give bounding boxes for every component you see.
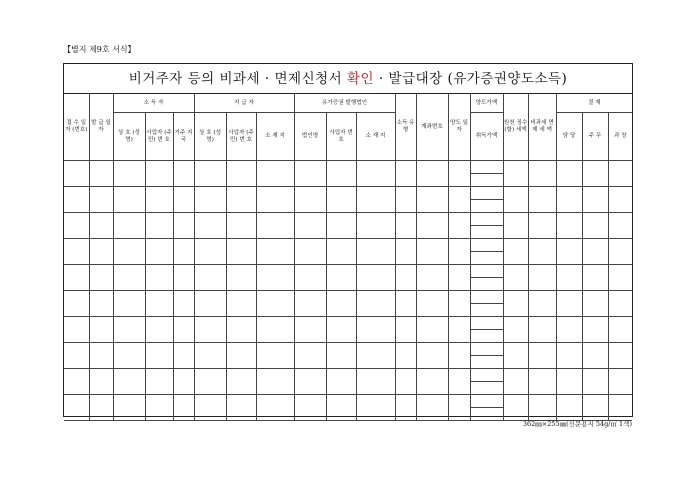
header-payer-address: 소 재 지 <box>256 113 294 161</box>
ledger-cell[interactable] <box>528 343 556 369</box>
ledger-cell[interactable] <box>528 265 556 291</box>
ledger-cell[interactable] <box>294 317 326 343</box>
ledger-cell[interactable] <box>145 317 173 343</box>
ledger-cell[interactable] <box>64 265 89 291</box>
header-issuer-name: 법인명 <box>294 113 326 161</box>
ledger-cell[interactable] <box>226 343 256 369</box>
ledger-row <box>64 161 632 174</box>
ledger-cell[interactable] <box>194 317 226 343</box>
title-highlight: 확인 <box>347 71 375 87</box>
ledger-cell[interactable] <box>503 291 528 317</box>
ledger-cell[interactable] <box>582 395 608 421</box>
ledger-cell[interactable] <box>356 291 395 317</box>
ledger-row <box>64 239 632 252</box>
ledger-cell-acquisition[interactable] <box>470 408 503 421</box>
header-issuer-address: 소 재 지 <box>356 113 395 161</box>
ledger-cell[interactable] <box>326 395 356 421</box>
ledger-cell[interactable] <box>256 187 294 213</box>
ledger-cell[interactable] <box>145 395 173 421</box>
ledger-cell[interactable] <box>608 239 632 265</box>
ledger-cell[interactable] <box>608 213 632 239</box>
ledger-cell[interactable] <box>256 317 294 343</box>
header-withholding-tax: 원천 징수 (할) 세액 <box>503 94 528 161</box>
ledger-cell[interactable] <box>608 343 632 369</box>
ledger-cell[interactable] <box>556 161 582 187</box>
ledger-cell[interactable] <box>294 161 326 187</box>
ledger-cell[interactable] <box>395 395 416 421</box>
ledger-cell[interactable] <box>113 395 145 421</box>
ledger-cell[interactable] <box>395 343 416 369</box>
ledger-cell[interactable] <box>194 291 226 317</box>
ledger-cell[interactable] <box>416 213 448 239</box>
ledger-cell[interactable] <box>326 161 356 187</box>
ledger-cell[interactable] <box>173 239 194 265</box>
ledger-cell[interactable] <box>173 265 194 291</box>
header-payer: 지 급 자 <box>194 94 294 113</box>
ledger-cell[interactable] <box>395 317 416 343</box>
ledger-cell[interactable] <box>145 213 173 239</box>
ledger-cell[interactable] <box>89 265 113 291</box>
header-earner-reg-no: 사업자 (주민) 번 호 <box>145 113 173 161</box>
ledger-cell[interactable] <box>64 317 89 343</box>
header-approval-head: 과 장 <box>608 113 632 161</box>
ledger-cell[interactable] <box>448 343 470 369</box>
ledger-cell[interactable] <box>294 213 326 239</box>
ledger-cell[interactable] <box>113 187 145 213</box>
ledger-cell[interactable] <box>326 291 356 317</box>
ledger-cell[interactable] <box>582 317 608 343</box>
ledger-cell[interactable] <box>89 343 113 369</box>
ledger-cell[interactable] <box>89 161 113 187</box>
ledger-cell[interactable] <box>528 213 556 239</box>
ledger-cell[interactable] <box>256 291 294 317</box>
ledger-cell[interactable] <box>145 187 173 213</box>
header-account-no: 계좌번호 <box>416 94 448 161</box>
ledger-cell[interactable] <box>326 239 356 265</box>
ledger-cell[interactable] <box>226 291 256 317</box>
ledger-cell[interactable] <box>294 369 326 395</box>
ledger-cell[interactable] <box>356 395 395 421</box>
ledger-cell[interactable] <box>326 213 356 239</box>
ledger-cell[interactable] <box>503 213 528 239</box>
ledger-cell[interactable] <box>113 239 145 265</box>
ledger-cell[interactable] <box>608 369 632 395</box>
ledger-cell[interactable] <box>226 213 256 239</box>
ledger-cell[interactable] <box>503 239 528 265</box>
ledger-cell[interactable] <box>326 317 356 343</box>
ledger-form <box>63 63 633 417</box>
ledger-cell[interactable] <box>226 395 256 421</box>
ledger-cell[interactable] <box>470 187 503 200</box>
ledger-cell[interactable] <box>194 161 226 187</box>
ledger-cell[interactable] <box>89 317 113 343</box>
ledger-cell[interactable] <box>528 239 556 265</box>
ledger-cell[interactable] <box>89 395 113 421</box>
ledger-cell[interactable] <box>226 187 256 213</box>
ledger-cell[interactable] <box>556 395 582 421</box>
ledger-cell[interactable] <box>294 291 326 317</box>
ledger-cell[interactable] <box>448 369 470 395</box>
ledger-cell[interactable] <box>608 395 632 421</box>
ledger-cell[interactable] <box>528 395 556 421</box>
ledger-cell[interactable] <box>256 265 294 291</box>
ledger-cell[interactable] <box>503 265 528 291</box>
ledger-row <box>64 265 632 278</box>
ledger-cell[interactable] <box>145 291 173 317</box>
form-number-label: 【별지 제9호 서식】 <box>63 45 136 54</box>
ledger-cell[interactable] <box>113 265 145 291</box>
ledger-cell[interactable] <box>556 317 582 343</box>
header-approval-staff: 담 당 <box>556 113 582 161</box>
ledger-cell[interactable] <box>64 239 89 265</box>
ledger-cell[interactable] <box>503 369 528 395</box>
header-payer-name: 상 호 (성 명) <box>194 113 226 161</box>
header-issue-date: 발 급 일 자 <box>89 94 113 161</box>
ledger-cell[interactable] <box>416 369 448 395</box>
ledger-cell[interactable] <box>145 369 173 395</box>
ledger-cell[interactable] <box>194 187 226 213</box>
ledger-cell[interactable] <box>326 369 356 395</box>
ledger-cell[interactable] <box>395 291 416 317</box>
ledger-cell[interactable] <box>326 187 356 213</box>
ledger-row <box>64 213 632 226</box>
ledger-cell[interactable] <box>556 291 582 317</box>
header-securities-issuer: 유가증권 발행법인 <box>294 94 395 113</box>
ledger-cell[interactable] <box>194 239 226 265</box>
ledger-cell[interactable] <box>448 265 470 291</box>
ledger-cell[interactable] <box>470 317 503 330</box>
ledger-cell[interactable] <box>145 161 173 187</box>
ledger-cell[interactable] <box>416 395 448 421</box>
ledger-cell[interactable] <box>173 395 194 421</box>
ledger-cell-acquisition[interactable] <box>470 200 503 213</box>
ledger-cell[interactable] <box>608 265 632 291</box>
ledger-cell[interactable] <box>194 213 226 239</box>
ledger-cell[interactable] <box>356 239 395 265</box>
ledger-cell-acquisition[interactable] <box>470 304 503 317</box>
ledger-cell[interactable] <box>470 291 503 304</box>
ledger-cell[interactable] <box>556 239 582 265</box>
ledger-cell[interactable] <box>64 395 89 421</box>
ledger-cell[interactable] <box>470 395 503 408</box>
ledger-cell[interactable] <box>416 187 448 213</box>
ledger-cell[interactable] <box>416 343 448 369</box>
ledger-cell[interactable] <box>89 187 113 213</box>
ledger-cell[interactable] <box>503 395 528 421</box>
ledger-row <box>64 317 632 330</box>
ledger-cell[interactable] <box>503 317 528 343</box>
ledger-cell[interactable] <box>582 239 608 265</box>
ledger-cell[interactable] <box>64 291 89 317</box>
ledger-cell[interactable] <box>582 265 608 291</box>
header-receipt-date: 접 수 일 자 (번호) <box>64 94 89 161</box>
ledger-cell[interactable] <box>194 369 226 395</box>
ledger-cell[interactable] <box>145 239 173 265</box>
ledger-cell[interactable] <box>448 239 470 265</box>
ledger-cell[interactable] <box>503 161 528 187</box>
header-issuer-reg-no: 사업자 번 호 <box>326 113 356 161</box>
ledger-cell[interactable] <box>294 343 326 369</box>
ledger-cell[interactable] <box>89 213 113 239</box>
ledger-cell[interactable] <box>173 213 194 239</box>
ledger-cell[interactable] <box>356 343 395 369</box>
ledger-cell-acquisition[interactable] <box>470 382 503 395</box>
ledger-cell[interactable] <box>416 239 448 265</box>
ledger-cell[interactable] <box>145 343 173 369</box>
ledger-cell[interactable] <box>256 239 294 265</box>
ledger-cell[interactable] <box>173 187 194 213</box>
ledger-cell[interactable] <box>582 369 608 395</box>
title-part-2: · 발급대장 (유가증권양도소득) <box>374 71 568 87</box>
ledger-cell[interactable] <box>416 265 448 291</box>
ledger-cell[interactable] <box>89 239 113 265</box>
ledger-cell[interactable] <box>470 161 503 174</box>
ledger-cell[interactable] <box>395 369 416 395</box>
ledger-cell[interactable] <box>173 291 194 317</box>
ledger-row <box>64 187 632 200</box>
ledger-cell[interactable] <box>395 161 416 187</box>
ledger-cell[interactable] <box>448 291 470 317</box>
ledger-cell[interactable] <box>226 369 256 395</box>
ledger-cell[interactable] <box>256 395 294 421</box>
ledger-cell[interactable] <box>416 161 448 187</box>
ledger-cell[interactable] <box>64 187 89 213</box>
ledger-cell[interactable] <box>89 369 113 395</box>
ledger-cell[interactable] <box>194 265 226 291</box>
ledger-cell[interactable] <box>173 343 194 369</box>
ledger-cell[interactable] <box>89 291 113 317</box>
ledger-cell-acquisition[interactable] <box>470 252 503 265</box>
form-title <box>64 64 632 94</box>
ledger-cell-acquisition[interactable] <box>470 226 503 239</box>
ledger-cell[interactable] <box>294 239 326 265</box>
title-part-1: 비거주자 등의 비과세 · 면제신청서 <box>128 71 348 87</box>
ledger-cell[interactable] <box>294 265 326 291</box>
ledger-cell[interactable] <box>326 343 356 369</box>
ledger-row <box>64 395 632 408</box>
ledger-cell[interactable] <box>395 213 416 239</box>
ledger-cell[interactable] <box>194 343 226 369</box>
ledger-cell[interactable] <box>582 291 608 317</box>
ledger-cell[interactable] <box>356 213 395 239</box>
ledger-cell[interactable] <box>582 213 608 239</box>
ledger-cell[interactable] <box>416 317 448 343</box>
ledger-cell[interactable] <box>395 187 416 213</box>
ledger-cell[interactable] <box>113 161 145 187</box>
header-row-top <box>64 94 632 113</box>
ledger-cell[interactable] <box>395 239 416 265</box>
ledger-cell[interactable] <box>294 187 326 213</box>
ledger-cell[interactable] <box>226 265 256 291</box>
ledger-cell-acquisition[interactable] <box>470 278 503 291</box>
ledger-cell[interactable] <box>64 343 89 369</box>
ledger-cell[interactable] <box>556 369 582 395</box>
ledger-cell[interactable] <box>448 317 470 343</box>
ledger-cell[interactable] <box>556 343 582 369</box>
ledger-cell[interactable] <box>326 265 356 291</box>
ledger-cell[interactable] <box>226 161 256 187</box>
ledger-cell[interactable] <box>528 317 556 343</box>
ledger-cell[interactable] <box>356 265 395 291</box>
ledger-cell[interactable] <box>608 291 632 317</box>
ledger-cell-acquisition[interactable] <box>470 356 503 369</box>
ledger-row <box>64 343 632 356</box>
ledger-cell[interactable] <box>194 395 226 421</box>
ledger-cell[interactable] <box>113 291 145 317</box>
ledger-cell[interactable] <box>582 187 608 213</box>
ledger-cell[interactable] <box>582 161 608 187</box>
ledger-cell[interactable] <box>256 213 294 239</box>
ledger-cell[interactable] <box>173 317 194 343</box>
ledger-cell[interactable] <box>64 213 89 239</box>
header-exemption-tax: 비과세 면 제 세 액 <box>528 94 556 161</box>
ledger-cell[interactable] <box>113 369 145 395</box>
header-acquisition-price: 취득가액 <box>470 113 503 161</box>
ledger-row <box>64 369 632 382</box>
ledger-cell[interactable] <box>173 161 194 187</box>
ledger-cell[interactable] <box>113 317 145 343</box>
ledger-cell[interactable] <box>556 213 582 239</box>
ledger-table <box>64 94 632 421</box>
ledger-cell[interactable] <box>582 343 608 369</box>
ledger-cell[interactable] <box>448 161 470 187</box>
ledger-cell[interactable] <box>416 291 448 317</box>
ledger-cell[interactable] <box>256 343 294 369</box>
ledger-cell[interactable] <box>294 395 326 421</box>
ledger-cell[interactable] <box>470 343 503 356</box>
ledger-row <box>64 291 632 304</box>
ledger-cell[interactable] <box>256 369 294 395</box>
ledger-cell[interactable] <box>356 317 395 343</box>
ledger-cell[interactable] <box>395 265 416 291</box>
ledger-cell[interactable] <box>113 343 145 369</box>
ledger-cell[interactable] <box>528 369 556 395</box>
ledger-cell[interactable] <box>470 369 503 382</box>
ledger-cell[interactable] <box>256 161 294 187</box>
ledger-cell[interactable] <box>145 265 173 291</box>
header-earner-name: 상 호 (성 명) <box>113 113 145 161</box>
ledger-cell[interactable] <box>608 161 632 187</box>
ledger-cell[interactable] <box>503 343 528 369</box>
ledger-cell[interactable] <box>608 187 632 213</box>
ledger-cell[interactable] <box>356 161 395 187</box>
ledger-cell[interactable] <box>556 265 582 291</box>
ledger-cell[interactable] <box>226 317 256 343</box>
ledger-cell[interactable] <box>528 291 556 317</box>
ledger-cell[interactable] <box>448 213 470 239</box>
ledger-cell[interactable] <box>528 187 556 213</box>
ledger-cell[interactable] <box>556 187 582 213</box>
header-transfer-price: 양도가액 <box>470 94 503 113</box>
ledger-cell[interactable] <box>173 369 194 395</box>
ledger-cell[interactable] <box>528 161 556 187</box>
ledger-cell[interactable] <box>503 187 528 213</box>
header-transfer-date: 양도 일자 <box>448 94 470 161</box>
header-residence-country: 거주 지국 <box>173 113 194 161</box>
ledger-cell[interactable] <box>356 369 395 395</box>
ledger-cell-acquisition[interactable] <box>470 330 503 343</box>
paper-spec-note: 362㎜×255㎜(신문용지 54g/㎡ 1색) <box>522 420 632 428</box>
ledger-cell[interactable] <box>356 187 395 213</box>
ledger-cell[interactable] <box>64 369 89 395</box>
ledger-cell[interactable] <box>470 213 503 226</box>
header-approval: 결 재 <box>556 94 632 113</box>
ledger-cell[interactable] <box>64 161 89 187</box>
ledger-cell[interactable] <box>448 187 470 213</box>
header-income-type: 소득 유형 <box>395 94 416 161</box>
ledger-cell[interactable] <box>470 239 503 252</box>
ledger-cell[interactable] <box>608 317 632 343</box>
ledger-cell[interactable] <box>470 265 503 278</box>
ledger-cell[interactable] <box>113 213 145 239</box>
ledger-cell-acquisition[interactable] <box>470 174 503 187</box>
header-approval-chief: 주 무 <box>582 113 608 161</box>
header-income-earner: 소 득 자 <box>113 94 194 113</box>
ledger-cell[interactable] <box>448 395 470 421</box>
ledger-cell[interactable] <box>226 239 256 265</box>
header-payer-reg-no: 사업자 (주민) 번 호 <box>226 113 256 161</box>
